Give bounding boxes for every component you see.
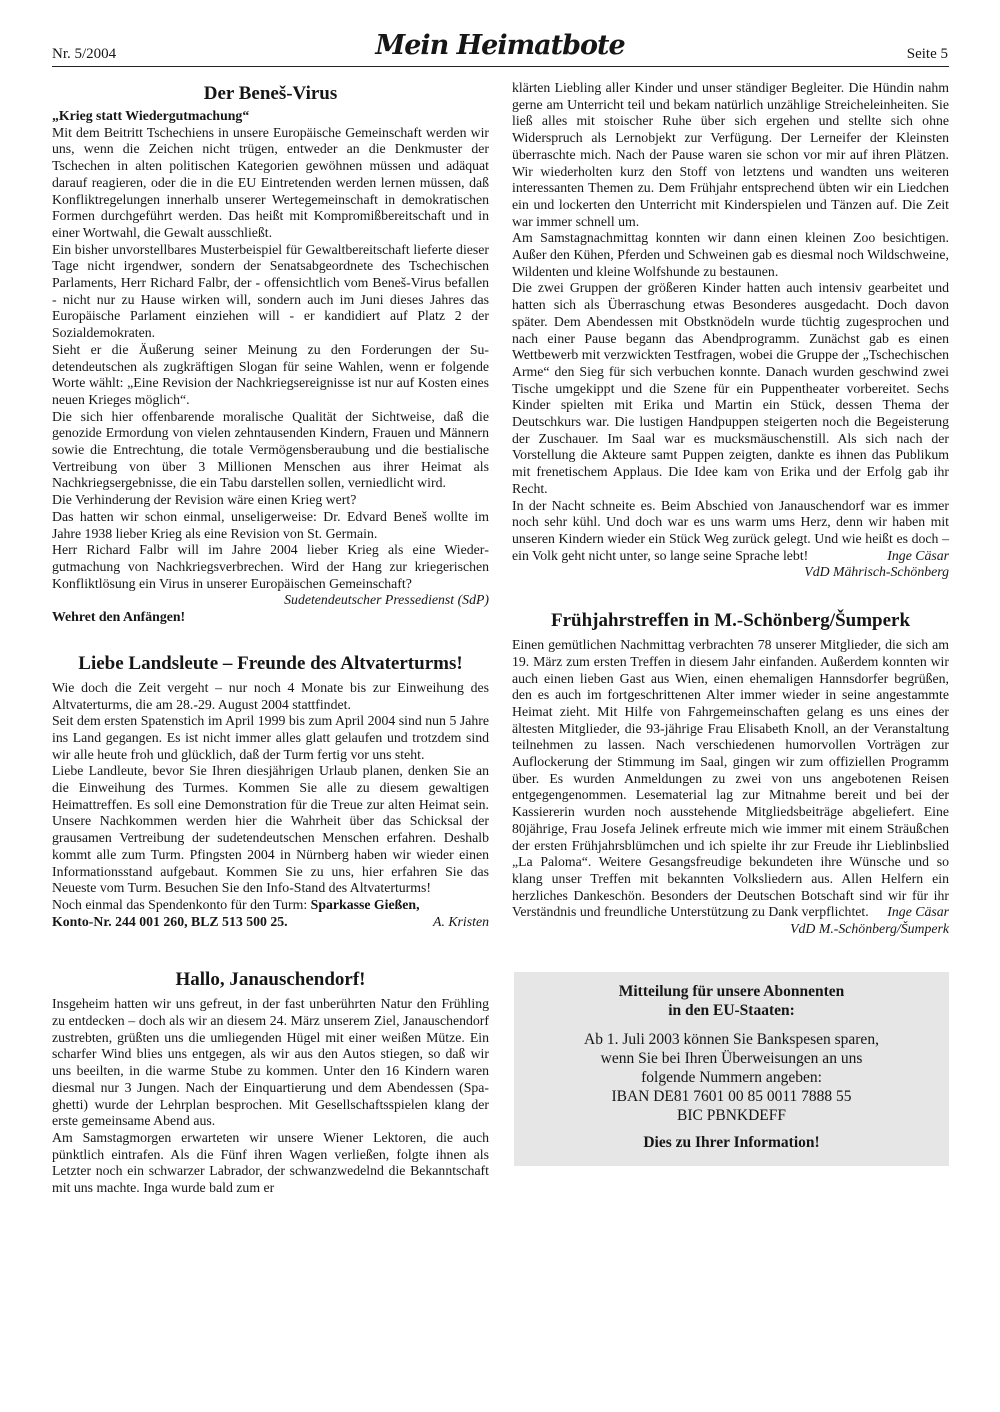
paragraph: Herr Richard Falbr will im Jahre 2004 lieber Krieg als eine Wiedergutmachung von Nachkriegsverbrechen. Wird der Hang zur kriegerischen Konfliktlösung ein Virus in unserer Europäischen Gemeinschaft? <box>52 542 489 591</box>
paragraph-with-author <box>512 637 949 921</box>
article-organization: VdD Mährisch-Schönberg <box>804 564 949 580</box>
article-author: A. Kristen <box>433 913 489 929</box>
article-source: Sudetendeutscher Pressedienst (SdP) <box>284 592 489 608</box>
notice-line: wenn Sie bei Ihren Überweisungen an uns <box>600 1049 863 1067</box>
notice-line: Ab 1. Juli 2003 können Sie Bankspesen sparen, <box>584 1030 879 1048</box>
notice-title: Mitteilung für unsere Abonnenten <box>618 982 845 1000</box>
notice-closing: Dies zu Ihrer Information! <box>643 1133 820 1151</box>
paragraph-with-author <box>512 498 949 565</box>
masthead-logo: Mein Heimatbote <box>375 30 625 61</box>
donation-intro: Noch einmal das Spendenkonto für den Turm: <box>52 896 311 912</box>
article-title: Liebe Landsleute – Freunde des Altvaterturms! <box>78 652 463 674</box>
article-title: Der Beneš-Virus <box>203 83 338 104</box>
article-closing: Wehret den Anfängen! <box>52 609 186 625</box>
paragraph: Wie doch die Zeit vergeht – nur noch 4 Monate bis zur Einweihung des Altvaterturms, die am 28.-29. August 2004 stattfindet. <box>52 679 489 712</box>
right-column <box>512 80 949 1166</box>
paragraph: Insgeheim hatten wir uns gefreut, in der fast unberührten Natur den Frühling zu entdecken – doch als wir an diesem 24. März unserem Ziel, Janauschendorf zustrebten, grüßten uns die umliegenden Hügel mit einer weißen Mütze. Ein scharfer Wind blies uns entgegen, als wir aus den Autos stiegen, so daß wir uns beeilten, in die warme Stube zu kommen. Unter den 16 Kindern waren diesmal nur 3 Jungen. Nach der Einquartierung und dem Abendessen (Spaghetti) wurde der Lehrplan besprochen. Mit Gesellschaftsspielen klang der erste gemeinsame Abend aus. <box>52 996 489 1129</box>
donation-account-line <box>52 914 489 931</box>
paragraph: Ein bisher unvorstellbares Musterbeispiel für Gewaltbereitschaft lieferte dieser Tage nicht irgendwer, sondern der Senatsabgeordnete des Tschechischen Parlaments, Herr Richard Falbr, der - offensichtlich vom Beneš-Virus befallen - nicht nur zu Hause wirken will, sondern auch im Juni dieses Jahres das Europäische Parlament einziehen will - er kandidiert auf Platz 2 der Sozialdemokraten. <box>52 241 489 341</box>
bic: BIC PBNKDEFF <box>677 1106 786 1124</box>
notice-line: folgende Nummern angeben: <box>641 1068 822 1086</box>
paragraph: Am Samstagnachmittag konnten wir dann einen kleinen Zoo besichtigen. Außer den Kühen, Pferden und Schweinen gab es diesmal noch Wildschweine, Wildenten und kleine Wolfshunde zu bestaunen. <box>512 230 949 279</box>
paragraph: Das hatten wir schon einmal, unseligerweise: Dr. Edvard Beneš wollte im Jahre 1938 lieber Krieg als eine Revision von St. Germain. <box>52 508 489 541</box>
paragraph: klärten Liebling aller Kinder und unser ständiger Begleiter. Die Hündin nahm gerne am Unterricht teil und bekam natürlich unzählige Streicheleinheiten. Sie ließ alles mit stoischer Ruhe über sich ergehen und stellte sich ohne Widerspruch als Lernobjekt zur Verfügung. Der Lerneifer der Kleinsten überraschte mich. Nach der Pause waren sie schon vor mir auf ihren Plätzen. Wir wiederholten kurz den Stoff von letztens und wandten uns weiteren interessanten Themen zu. Dem Frühjahr entsprechend übten wir ein Liedchen ein und lockerten den Unterricht mit Kinderspielen und Tänzen auf. Die Zeit war immer schnell um. <box>512 80 949 229</box>
paragraph: Am Samstagmorgen erwarteten wir unsere Wiener Lektoren, die auch pünktlich eintrafen. Als die Fünf ihren Wagen verließen, folgte ihnen als Letzter noch ein schwarzer Labrador, der schwanzwedelnd die Bekanntschaft mit uns machte. Inga wurde bald zum er <box>52 1129 489 1196</box>
header-rule <box>52 66 949 67</box>
notice-body <box>526 1030 937 1125</box>
paragraph: Einen gemütlichen Nachmittag verbrachten 78 unserer Mitglieder, die sich am 19. März zum ersten Treffen in diesem Jahr einfanden. Außerdem konnten wir auch einen lieben Gast aus Wien, einen ehemaligen Hannsdorfer begrüßen, den es auch im fortgeschrittenen Alter immer wieder in seine angestammte Heimat zieht. Mit Hilfe von Fahrgemeinschaften gelang es uns eines der ältesten Mitglieder, die 93-jährige Frau Elisabeth Knoll, an der Veranstaltung teilnehmen zu lassen. Nach verschiedenen humorvollen Vorträgen zur Auflockerung der Stimmung im Saal, gingen wir zum offiziellen Programm über. Es wurden Anmeldungen zu zwei von uns angebotenen Reisen entgegengenommen. Lesematerial lag zur Mitnahme bereit und bei der Kassiererin wurden noch ausstehende Mitgliedsbeiträge abgeliefert. Eine 80jährige, Frau Josefa Jelinek erfreute mich wie immer mit einem Sträußchen der ersten Frühjahrsblümchen und ich spielte ihr zur Freude ihr Lieblinbslied „La Paloma“. Weitere Gesangsfreudige bekundeten ihre Wünsche und so klang unser Treffen mit bekannten Volksliedern aus. Allen Helfern ein herzliches Dankeschön. Besonders der Deutschen Botschaft sind wir für ihr Verständnis und freundliche Unterstützung zu Dank verpflichtet. <box>512 637 949 920</box>
article-subtitle: „Krieg statt Wiedergutmachung“ <box>52 108 250 123</box>
donation-paragraph <box>52 897 489 914</box>
paragraph: Die sich hier offenbarende moralische Qualität der Sichtweise, daß die genozide Ermordung von vielen zehntausenden Kindern, Frauen und Männern sowie die Entrechtung, die totale Vermögensberaubung und die bestialische Vertreibung von über 3 Millionen Menschen aus ihrer Heimat als Nachkriegsergebnisse, die ein Tabu darstellen sollen, verniedlicht wird. <box>52 408 489 491</box>
article-author: Inge Cäsar <box>887 904 949 920</box>
paragraph: Die Verhinderung der Revision wäre einen Krieg wert? <box>52 492 357 508</box>
article-organization: VdD M.-Schönberg/Šumperk <box>790 921 949 937</box>
paragraph: Liebe Landleute, bevor Sie Ihren diesjährigen Urlaub planen, denken Sie an die Einweihung des Turmes. Kommen Sie alle zu diesem gewaltigen Heimattreffen. Es soll eine Demonstration für die Treue zur alten Heimat sein. Unsere Nachkommen werden hier die Wahrheit über das Schicksal der grausamen Vertreibung der sudetendeutschen Menschen erfahren. Deshalb kommt alle zum Turm. Pfingsten 2004 in Nürnberg haben wir wieder einen Informationsstand aufgebaut. Kommen Sie zu uns, hier erfahren Sie das Neueste vom Turm. Besuchen Sie den Info-Stand des Altvaterturms! <box>52 763 489 896</box>
iban: IBAN DE81 7601 00 85 0011 7888 55 <box>611 1087 852 1105</box>
paragraph: In der Nacht schneite es. Beim Abschied von Janauschendorf war es immer noch sehr kühl. Und doch war es uns warm ums Herz, denn wir haben mit unseren Kindern wieder ein Stück Weg zurück gelegt. Und wie heißt es doch – ein Volk geht nicht unter, so lange seine Sprache lebt! <box>512 497 949 563</box>
paragraph: Seit dem ersten Spatenstich im April 1999 bis zum April 2004 sind nun 5 Jahre ins Land gegangen. Es ist nicht immer alles glatt gelaufen und trotzdem sind wir alle heute froh und glücklich, daß der Turm fertig vor uns steht. <box>52 713 489 762</box>
article-title: Frühjahrstreffen in M.-Schönberg/Šumperk <box>550 610 911 632</box>
issue-number: Nr. 5/2004 <box>52 46 117 62</box>
notice-title: in den EU-Staaten: <box>668 1001 795 1019</box>
paragraph: Die zwei Gruppen der größeren Kinder hatten auch intensiv gearbeitet und hatten sich als Überraschung etwas Besonderes ausgedacht. Doch davon später. Dem Abendessen mit Obstknödeln wurde tüchtig zugesprochen und nach einer Pause begann das Abendprogramm. Zunächst gab es einen Wettbewerb mit verzwickten Testfragen, wobei die Gruppe der „Tschechischen Arme“ den Sieg für sich verbuchen konnte. Danach wurden geschwind zwei Tische umgekippt und die Szene für ein Puppentheater vorbereitet. Sechs Kinder spielten mit Erika und Martin ein Stück, dessen Thema der Deutschkurs war. Die lustigen Handpuppen steigerten noch die Begeisterung der Zuschauer. Im Saal war es mucksmäuschenstill. Als sich nach der Vorstellung die Akteure samt Puppen zeigten, dankte es ihnen das Publikum mit frenetischem Applaus. Die Idee kam von Erika und der Erfolg gab ihr Recht. <box>512 280 949 496</box>
article-title: Hallo, Janauschendorf! <box>175 969 366 991</box>
page-number: Seite 5 <box>906 46 948 62</box>
donation-account: Konto-Nr. 244 001 260, BLZ 513 500 25. <box>52 913 288 929</box>
subscriber-notice-box <box>514 972 949 1166</box>
left-column <box>52 80 489 1197</box>
paragraph: Sieht er die Äußerung seiner Meinung zu den Forderungen der Sudetendeutschen als zugkräftigen Slogan für seine Wahlen, wenn er folgende Worte wählt: „Eine Revision der Nachkriegsereignisse ist nur auf Kosten eines neuen Krieges möglich“. <box>52 341 489 407</box>
donation-bank: Sparkasse Gießen, <box>310 896 420 912</box>
article-author: Inge Cäsar <box>887 547 949 563</box>
paragraph-with-source <box>52 542 489 608</box>
paragraph: Mit dem Beitritt Tschechiens in unsere Europäische Gemeinschaft werden wir uns, wenn die Zeichen nicht trügen, entweder an die Denkmuster der Tschechen in alten politischen Kategorien gewöhnen müssen und adäquat darauf reagieren, oder die in die EU Eintretenden werden lernen müssen, daß Konfliktregelungen innerhalb unserer Wertegemeinschaft in demokratischen Formen durchgeführt werden. Das heißt mit Kompromißbereitschaft und in einer Wortwahl, die Gewalt ausschließt. <box>52 124 489 240</box>
